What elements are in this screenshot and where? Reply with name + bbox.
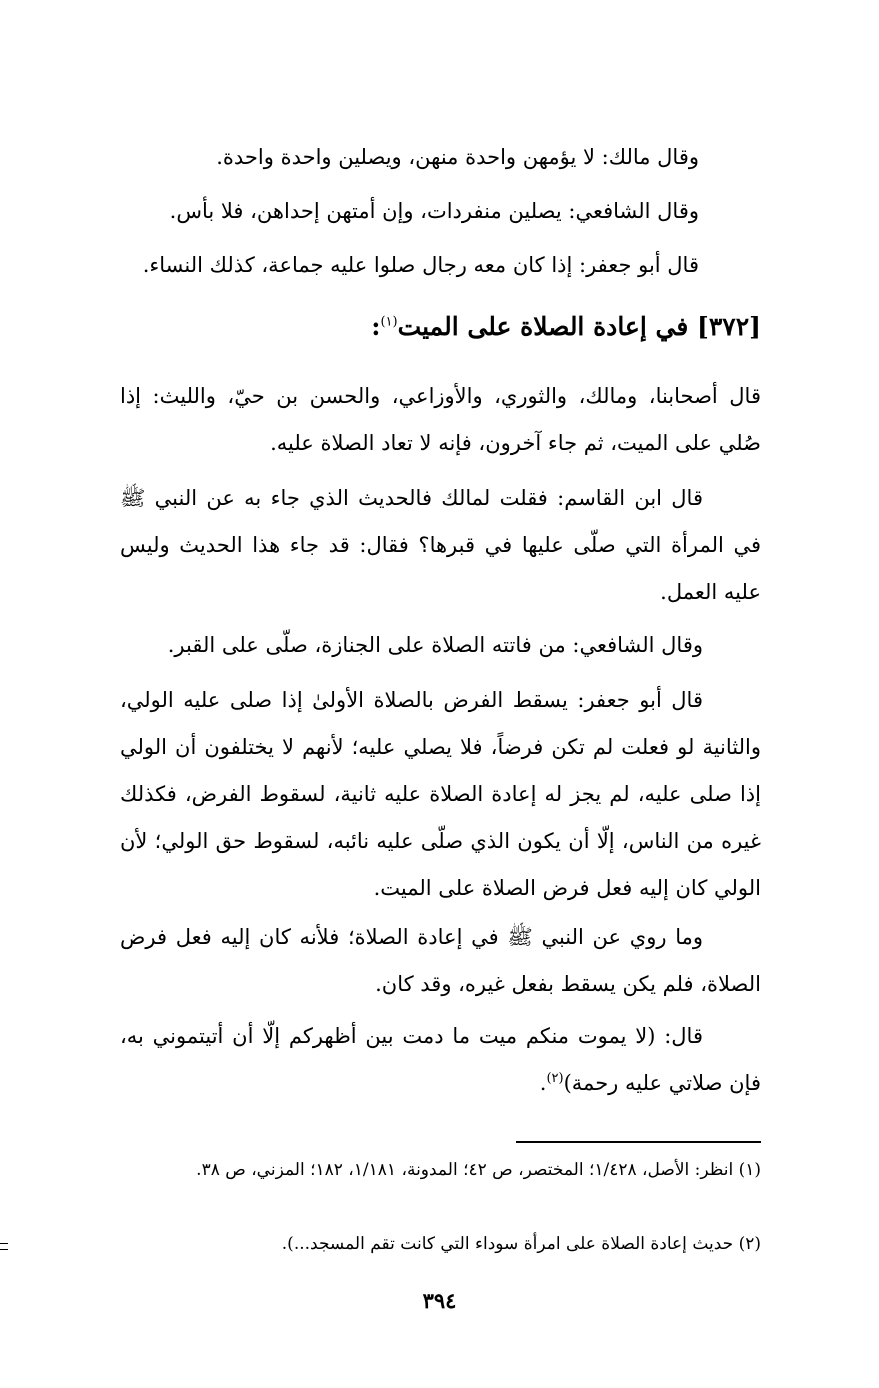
text-line-malik: وقال مالك: لا يؤمهن واحدة منهن، ويصلين واحدة واحدة.	[216, 145, 699, 169]
text-line-shafii: وقال الشافعي: يصلين منفردات، وإن أمتهن إحداهن، فلا بأس.	[169, 199, 699, 223]
paragraph-prophet-repeat: وما روي عن النبي ﷺ في إعادة الصلاة؛ فلأنه كان إليه فعل فرض الصلاة، فلم يكن يسقط بفعل غيره، وقد كان.	[120, 925, 761, 996]
footnote-separator	[516, 1141, 761, 1143]
footnote-2-marker: (٢)	[738, 1234, 761, 1254]
footnote-1	[120, 1154, 761, 1186]
footnote-ref-2: (٢)	[546, 1071, 564, 1086]
footnote-2	[120, 1228, 761, 1260]
footnote-1-text: انظر: الأصل، ١/٤٢٨؛ المختصر، ص ٤٢؛ المدونة، ١/١٨١، ١٨٢؛ المزني، ص ٣٨.	[196, 1160, 734, 1180]
paragraph-ibn-al-qasim: قال ابن القاسم: فقلت لمالك فالحديث الذي جاء به عن النبي ﷺ في المرأة التي صلّى عليها في قبرها؟ فقال: قد جاء هذا الحديث وليس عليه العمل.	[120, 486, 761, 604]
section-heading-colon: :	[371, 312, 381, 341]
hadith-tail: .	[539, 1071, 547, 1095]
section-title: في إعادة الصلاة على الميت	[397, 312, 689, 341]
paragraph-abu-jafar-obligation: قال أبو جعفر: يسقط الفرض بالصلاة الأولىٰ إذا صلى عليه الولي، والثانية لو فعلت لم تكن فرضاً، فلا يصلي عليه؛ لأنهم لا يختلفون أن الولي إذا صلى عليه، لم يجز له إعادة الصلاة عليه ثانية، لسقوط الفرض، فكذلك غيره من الناس، إلّا أن يكون الذي صلّى عليه نائبه، لسقوط حق الولي؛ لأن الولي كان إليه فعل فرض الصلاة على الميت.	[120, 688, 761, 900]
text-line-abu-jafar: قال أبو جعفر: إذا كان معه رجال صلوا عليه جماعة، كذلك النساء.	[142, 253, 699, 277]
margin-mark	[0, 1243, 8, 1250]
footnote-ref-1: (١)	[380, 314, 398, 330]
footnote-2-text: حديث إعادة الصلاة على امرأة سوداء التي كانت تقم المسجد...).	[281, 1234, 734, 1254]
page-number: ٣٩٤	[422, 1288, 457, 1313]
paragraph-shafii-grave: وقال الشافعي: من فاتته الصلاة على الجنازة، صلّى على القبر.	[167, 633, 703, 657]
paragraph-companions: قال أصحابنا، ومالك، والثوري، والأوزاعي، والحسن بن حيّ، والليث: إذا صُلي على الميت، ثم جاء آخرون، فإنه لا تعاد الصلاة عليه.	[120, 384, 761, 455]
footnote-1-marker: (١)	[738, 1160, 761, 1180]
hadith-text: قال: (لا يموت منكم ميت ما دمت بين أظهركم إلّا أن أتيتموني به، فإن صلاتي عليه رحمة)	[120, 1024, 761, 1095]
section-number: [٣٧٢]	[697, 312, 761, 341]
paragraph-hadith	[120, 1013, 761, 1107]
section-heading	[120, 309, 761, 345]
